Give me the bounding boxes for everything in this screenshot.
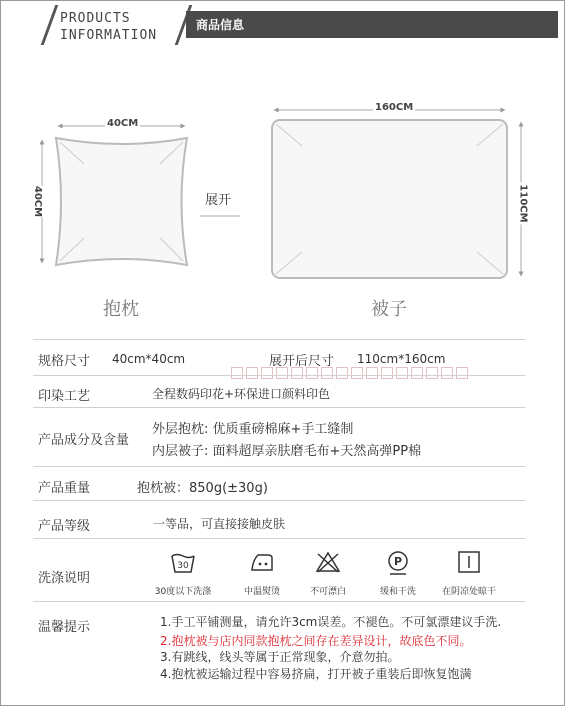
- grade-value: 一等品，可直接接触皮肤: [153, 517, 286, 531]
- tip-item: 4.抱枕被运输过程中容易挤扁，打开被子重装后即恢复饱满: [160, 667, 472, 681]
- tip-item-highlight: 2.抱枕被与店内同款抱枕之间存在差异设计，故底色不同。: [160, 634, 472, 648]
- shade-dry-icon: [455, 548, 483, 576]
- wash-temp-text: 30: [177, 561, 189, 571]
- quilt-height-label: 110CM: [517, 184, 529, 223]
- divider: [33, 466, 525, 467]
- size-label: 规格尺寸: [38, 354, 91, 369]
- gentle-dryclean-icon: [384, 548, 412, 576]
- pillow-illustration: [42, 126, 187, 265]
- divider: [33, 538, 525, 539]
- header-english-title: [60, 10, 157, 44]
- header-en-line2: INFORMATION: [60, 28, 158, 43]
- tips-label: 温馨提示: [38, 620, 91, 635]
- divider: [33, 375, 525, 376]
- wash-30-icon: [169, 548, 197, 576]
- weight-value: 抱枕被：850g(±30g): [137, 481, 268, 496]
- dryclean-letter: P: [393, 555, 403, 568]
- care-item-bleach: [288, 548, 368, 597]
- care-item-dry: [429, 548, 509, 597]
- iron-medium-icon: [248, 548, 276, 576]
- unfolded-label: 展开后尺寸: [269, 354, 335, 369]
- header-title: 商品信息: [196, 18, 245, 32]
- print-value: 全程数码印花+环保进口颜料印色: [152, 387, 331, 401]
- care-label: 中温熨烫: [243, 587, 280, 597]
- header-en-line1: PRODUCTS: [60, 11, 131, 26]
- care-item-wash: [143, 548, 223, 597]
- care-label: 在阴凉处晾干: [441, 587, 496, 597]
- unfolded-value: 110cm*160cm: [357, 352, 446, 366]
- expand-label: 展开: [205, 193, 232, 208]
- pillow-caption: 抱枕: [103, 299, 139, 320]
- divider: [33, 339, 525, 340]
- no-bleach-icon: [314, 548, 342, 576]
- product-diagram: [0, 60, 565, 360]
- print-label: 印染工艺: [38, 389, 91, 404]
- quilt-width-label: 160CM: [375, 102, 414, 113]
- material-inner: 内层被子: 面料超厚亲肤磨毛布+天然高弹PP棉: [152, 444, 422, 459]
- pillow-height-label: 40CM: [32, 185, 44, 218]
- tip-item: 1.手工平铺测量，请允许3cm误差。不褪色。不可氯漂建议手洗.: [160, 615, 502, 629]
- care-label: 不可漂白: [309, 587, 346, 597]
- tip-item: 3.有跳线，线头等属于正常现象，介意勿拍。: [160, 650, 400, 664]
- material-label: 产品成分及含量: [38, 433, 130, 448]
- care-label: 缓和干洗: [379, 587, 416, 597]
- divider: [33, 407, 525, 408]
- grade-label: 产品等级: [38, 519, 91, 534]
- pillow-width-label: 40CM: [107, 118, 139, 129]
- quilt-caption: 被子: [371, 299, 407, 320]
- quilt-illustration: [272, 110, 521, 278]
- weight-label: 产品重量: [38, 481, 91, 496]
- divider: [33, 601, 525, 602]
- size-value: 40cm*40cm: [112, 352, 186, 366]
- divider: [33, 500, 525, 501]
- care-item-dryclean: [358, 548, 438, 597]
- care-label: 30度以下洗涤: [154, 587, 212, 597]
- wash-label: 洗涤说明: [38, 571, 91, 586]
- material-outer: 外层抱枕: 优质重磅棉麻+手工缝制: [152, 422, 354, 437]
